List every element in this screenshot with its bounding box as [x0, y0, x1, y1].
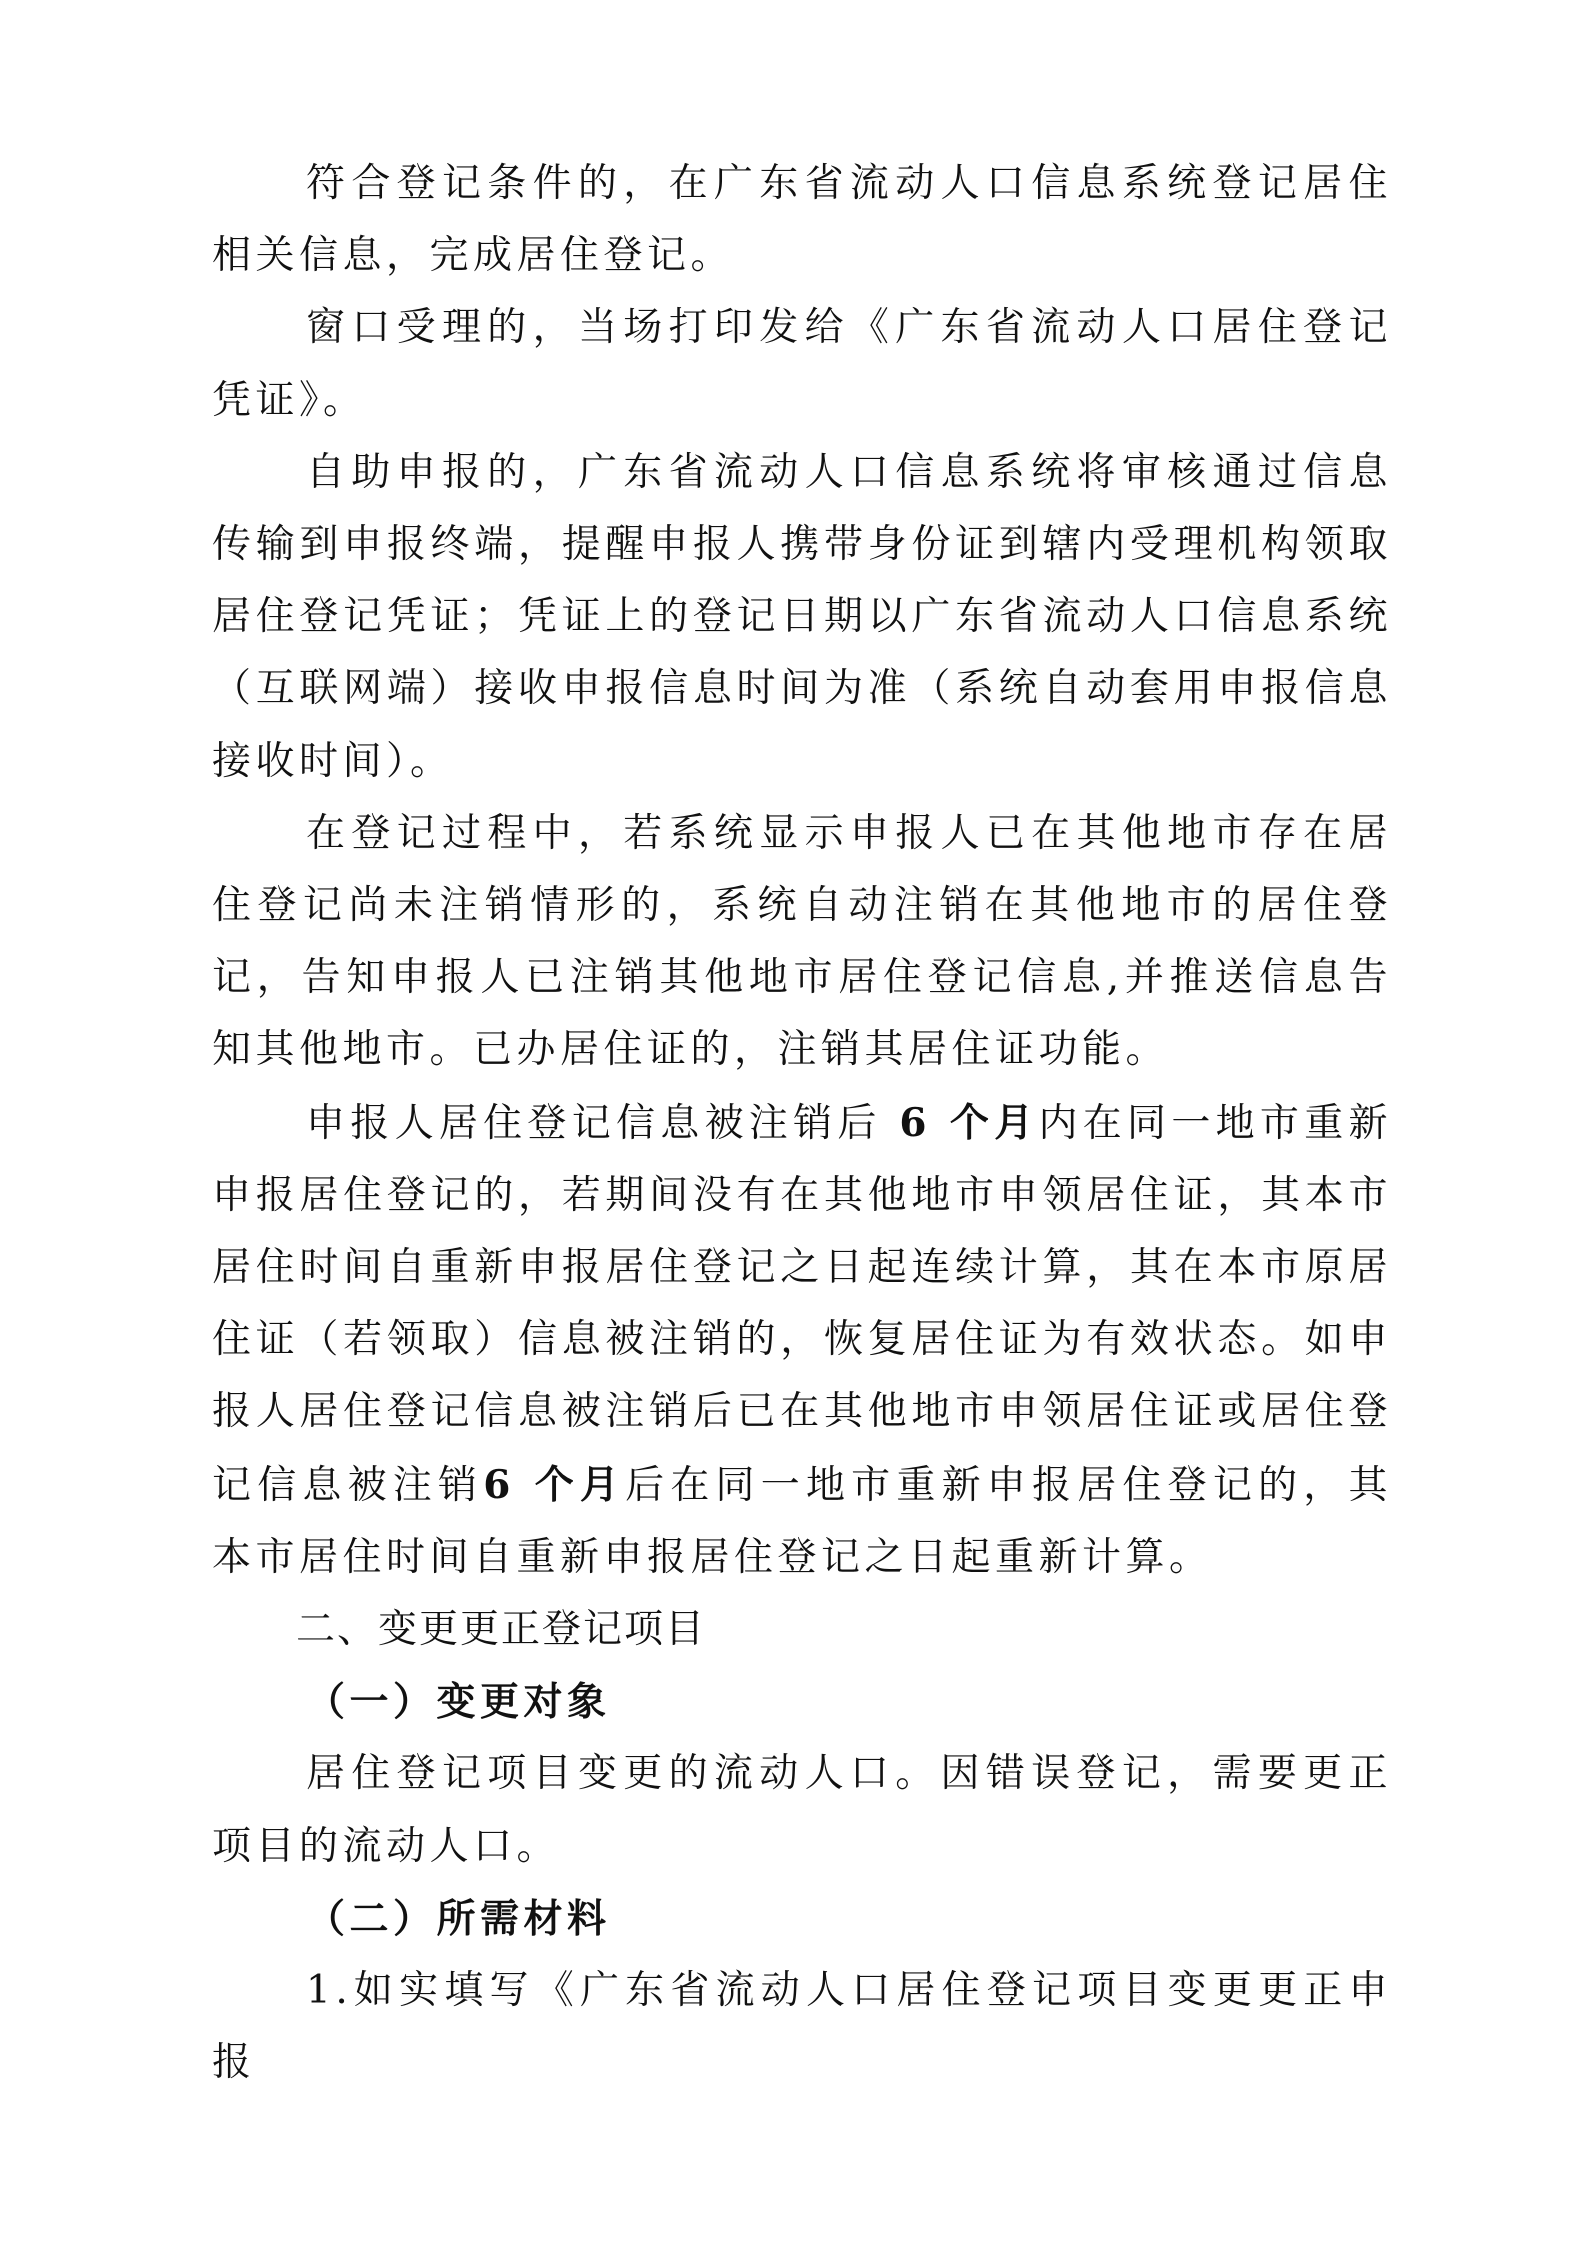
list-item-1: 1.如实填写《广东省流动人口居住登记项目变更更正申报	[212, 1968, 1392, 2086]
paragraph-re-registration	[212, 1087, 1392, 1594]
subsection-heading-object: （一）变更对象	[306, 1679, 611, 1726]
paragraph-change-object: 居住登记项目变更的流动人口。因错误登记，需要更正项目的流动人口。	[212, 1751, 1392, 1869]
paragraph-self-service: 自助申报的，广东省流动人口信息系统将审核通过信息传输到申报终端，提醒申报人携带身份证到辖内受理机构领取居住登记凭证；凭证上的登记日期以广东省流动人口信息系统（互联网端）接收申报信息时间为准（系统自动套用申报信息接收时间）。	[212, 449, 1392, 784]
paragraph-window-acceptance: 窗口受理的，当场打印发给《广东省流动人口居住登记凭证》。	[212, 305, 1392, 423]
document-page	[212, 148, 1392, 2099]
text-segment: 内在同一地市重新申报居住登记的，若期间没有在其他地市申领居住证，其本市居住时间自重新申报居住登记之日起连续计算，其在本市原居住证（若领取）信息被注销的，恢复居住证为有效状态。如申报人居住登记信息被注销后已在其他地市申领居住证或居住登记信息被注销	[212, 1100, 1392, 1508]
section-heading: 二、变更更正登记项目	[296, 1607, 707, 1653]
bold-six-months: 6 个月	[483, 1461, 626, 1508]
text-segment: 后在同一地市重新申报居住登记的，其本市居住时间自重新申报居住登记之日起重新计算。	[212, 1462, 1392, 1580]
subsection-heading-materials: （二）所需材料	[306, 1895, 611, 1942]
paragraph-cancellation: 在登记过程中，若系统显示申报人已在其他地市存在居住登记尚未注销情形的，系统自动注销在其他地市的居住登记，告知申报人已注销其他地市居住登记信息,并推送信息告知其他地市。已办居住证的，注销其居住证功能。	[212, 810, 1392, 1073]
text-segment: 申报人居住登记信息被注销后	[306, 1100, 900, 1146]
bold-six-months: 6 个月	[899, 1099, 1039, 1146]
paragraph-registration-complete: 符合登记条件的，在广东省流动人口信息系统登记居住相关信息，完成居住登记。	[212, 161, 1392, 279]
